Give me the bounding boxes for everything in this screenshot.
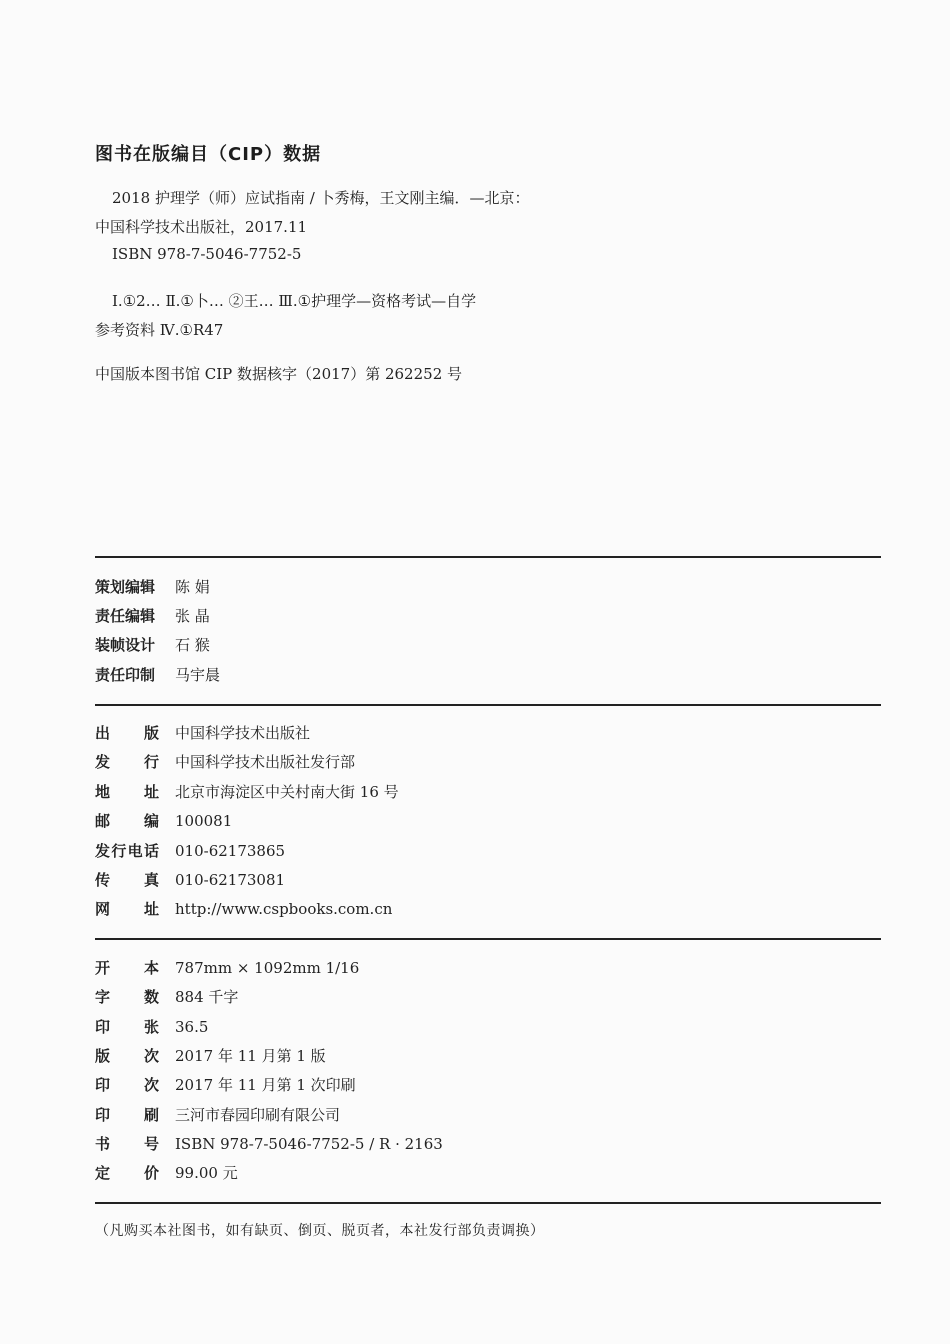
spec-row [95,1074,356,1095]
publisher-row [95,869,285,890]
editor-row [95,634,210,655]
spec-row [95,1016,208,1037]
cip-classification: Ⅰ.①2… Ⅱ.①卜… ②王… Ⅲ.①护理学—资格考试—自学 [112,292,477,310]
publisher-label: 地址 [95,783,159,801]
spec-label: 字数 [95,988,159,1006]
editor-label: 责任印制 [95,666,156,684]
publisher-row [95,810,232,831]
divider-3 [95,938,881,940]
publisher-row [95,898,392,919]
cip-line-1: 2018 护理学（师）应试指南 / 卜秀梅，王文刚主编．—北京： [112,189,530,207]
spec-value: 三河市春园印刷有限公司 [175,1106,341,1124]
spec-value: 884 千字 [175,988,239,1006]
spec-row [95,1045,326,1066]
publisher-label: 发行 [95,753,159,771]
footer-note: （凡购买本社图书，如有缺页、倒页、脱页者，本社发行部负责调换） [95,1223,545,1239]
spec-label: 印刷 [95,1106,159,1124]
editor-row [95,664,220,685]
spec-row [95,1133,443,1154]
editor-value: 陈 娟 [175,578,210,596]
publisher-row [95,840,285,861]
publisher-label: 网址 [95,900,159,918]
spec-value: 99.00 元 [175,1164,238,1182]
publisher-value: 010-62173865 [175,842,286,860]
divider-1 [95,556,881,558]
publisher-label: 传真 [95,871,159,889]
cip-title: 图书在版编目（CIP）数据 [95,144,322,165]
editor-label: 策划编辑 [95,578,156,596]
cip-record-number: 中国版本图书馆 CIP 数据核字（2017）第 262252 号 [95,365,463,383]
publisher-value: 中国科学技术出版社 [175,724,311,742]
publisher-label: 发行电话 [95,842,159,860]
spec-value: ISBN 978-7-5046-7752-5 / R · 2163 [175,1135,443,1153]
spec-value: 787mm × 1092mm 1/16 [175,959,360,977]
spec-label: 书号 [95,1135,159,1153]
publisher-label: 出版 [95,724,159,742]
spec-row [95,1104,340,1125]
publisher-row [95,722,310,743]
spec-row [95,1162,238,1183]
spec-row [95,957,359,978]
publisher-row [95,781,399,802]
editor-label: 责任编辑 [95,607,156,625]
publisher-value: 100081 [175,812,233,830]
spec-value: 36.5 [175,1018,209,1036]
cip-classification-cont: 参考资料 Ⅳ.①R47 [95,321,224,339]
publisher-value: 010-62173081 [175,871,286,889]
spec-label: 印张 [95,1018,159,1036]
publisher-row [95,751,355,772]
spec-label: 开本 [95,959,159,977]
editor-row [95,576,210,597]
spec-value: 2017 年 11 月第 1 版 [175,1047,326,1065]
editor-value: 马宇晨 [175,666,221,684]
spec-value: 2017 年 11 月第 1 次印刷 [175,1076,356,1094]
spec-label: 印次 [95,1076,159,1094]
publisher-value: 中国科学技术出版社发行部 [175,753,356,771]
publisher-value: 北京市海淀区中关村南大街 16 号 [175,783,399,801]
cip-line-2: 中国科学技术出版社，2017.11 [95,218,308,236]
publisher-label: 邮编 [95,812,159,830]
publisher-website: http://www.cspbooks.com.cn [175,900,393,918]
editor-value: 张 晶 [175,607,210,625]
spec-label: 定价 [95,1164,159,1182]
spec-label: 版次 [95,1047,159,1065]
editor-label: 装帧设计 [95,636,156,654]
spec-row [95,986,238,1007]
editor-row [95,605,210,626]
cip-isbn: ISBN 978-7-5046-7752-5 [112,245,302,263]
divider-2 [95,704,881,706]
divider-4 [95,1202,881,1204]
editor-value: 石 猴 [175,636,210,654]
